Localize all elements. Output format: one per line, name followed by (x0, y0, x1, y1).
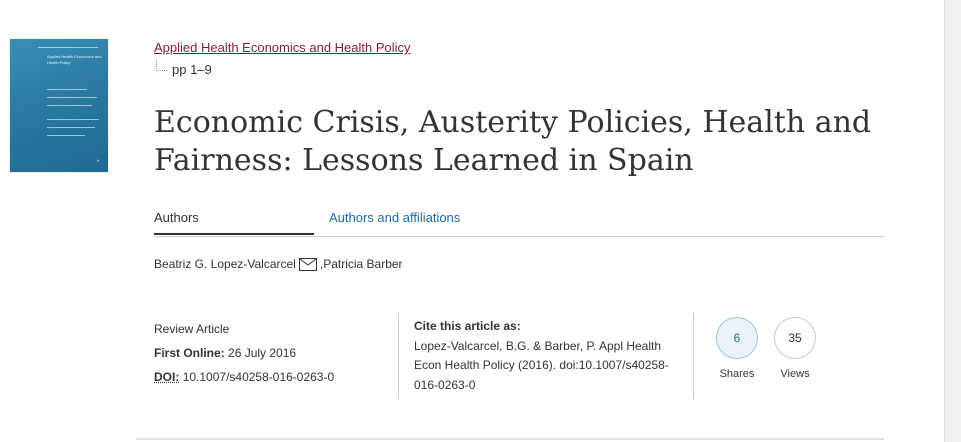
first-online-date: 26 July 2016 (228, 346, 297, 360)
page-range: pp 1–9 (172, 62, 212, 77)
author-separator: , (319, 257, 324, 271)
tab-authors[interactable]: Authors (154, 210, 314, 235)
article-title: Economic Crisis, Austerity Policies, Health and Fairness: Lessons Learned in Spain (154, 105, 872, 178)
publisher-logo-icon: ◐ (96, 158, 100, 164)
author-name[interactable]: Beatriz G. Lopez-Valcarcel (154, 257, 296, 271)
journal-link[interactable]: Applied Health Economics and Health Policy (154, 40, 411, 55)
citation-block (414, 317, 674, 395)
shares-count[interactable]: 6 (716, 317, 758, 359)
doi-value: 10.1007/s40258-016-0263-0 (182, 370, 335, 384)
section-divider (136, 438, 884, 440)
views-count: 35 (774, 317, 816, 359)
citation-text: Lopez-Valcarcel, B.G. & Barber, P. Appl Health Econ Health Policy (2016). doi:10.1007/s40258-016-0263-0 (414, 338, 669, 392)
cover-decoration (47, 119, 99, 120)
doi-label[interactable]: DOI: (154, 370, 180, 384)
journal-cover-image[interactable] (10, 39, 108, 172)
mail-icon[interactable] (299, 258, 317, 271)
author-list (154, 257, 403, 271)
views-label: Views (780, 368, 810, 380)
author-tabs (154, 210, 884, 237)
cover-decoration (47, 97, 97, 98)
divider (398, 313, 399, 399)
cover-decoration (47, 89, 87, 90)
cover-title: Applied Health Economics and Health Policy (47, 54, 102, 65)
first-online (154, 341, 334, 365)
views-metric (770, 317, 820, 380)
cover-decoration (47, 135, 85, 136)
cover-decoration (47, 127, 95, 128)
vertical-scrollbar[interactable] (944, 0, 961, 442)
tree-connector (156, 60, 167, 71)
tab-authors-and-affiliations[interactable]: Authors and affiliations (329, 210, 461, 225)
doi (154, 365, 334, 389)
shares-metric[interactable] (712, 317, 762, 380)
shares-label: Shares (719, 368, 755, 380)
cover-decoration (47, 105, 92, 106)
cover-decoration (38, 47, 98, 48)
article-info (154, 317, 334, 389)
divider (693, 313, 694, 399)
article-type: Review Article (154, 322, 230, 336)
author-name[interactable]: Patricia Barber (323, 257, 403, 271)
cite-heading: Cite this article as: (414, 319, 521, 333)
first-online-label: First Online: (154, 346, 225, 360)
